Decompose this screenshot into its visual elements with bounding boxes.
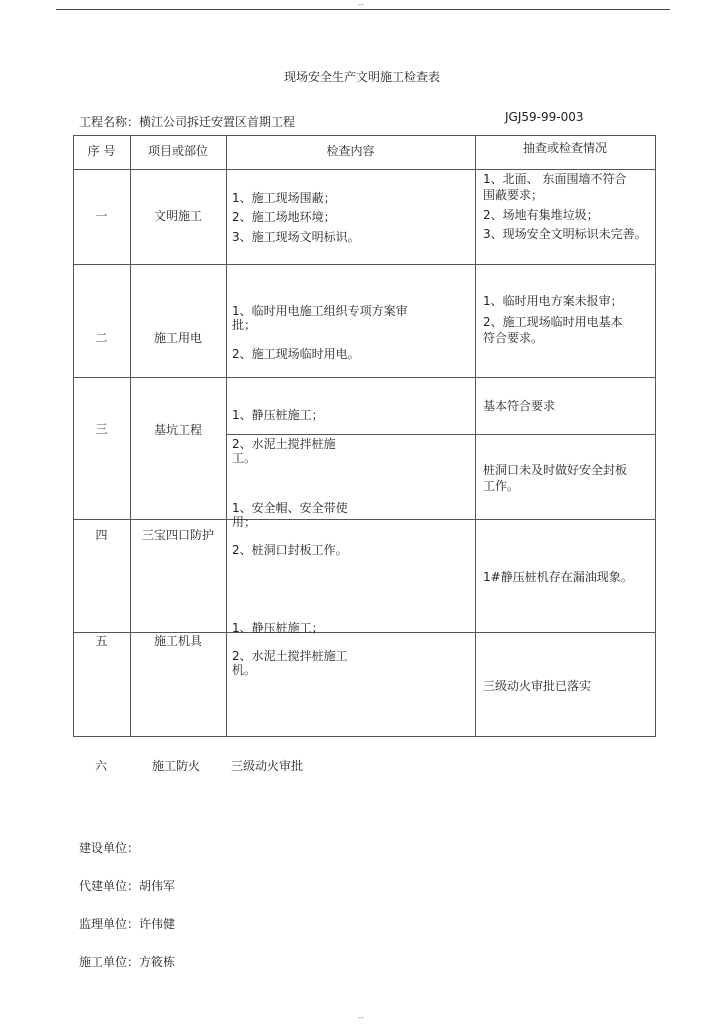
row3-result-b-1: 桩洞口未及时做好安全封板 <box>483 463 628 477</box>
header-no: 序 号 <box>87 144 116 158</box>
row5-content-3: 机。 <box>232 663 257 677</box>
header-rule <box>56 9 670 10</box>
header-item: 项目或部位 <box>147 144 208 158</box>
row4-content-1: 1、安全帽、安全带使 <box>232 501 348 515</box>
row2-content-3: 2、施工现场临时用电。 <box>232 347 360 361</box>
row3-content-1: 1、静压桩施工； <box>232 408 324 422</box>
project-name: 工程名称：横江公司拆迁安置区首期工程 <box>79 115 296 129</box>
row1-content-3: 3、施工现场文明标识。 <box>232 230 360 244</box>
row3-content-3: 工。 <box>232 451 257 465</box>
header-dots: -- <box>358 0 364 9</box>
row3-item: 基坑工程 <box>153 423 202 437</box>
column-divider <box>475 135 476 736</box>
form-code: JGJ59-99-003 <box>505 110 584 124</box>
row3-content-2: 2、水泥土搅拌桩施 <box>232 437 336 451</box>
row5-content-1: 1、静压桩施工； <box>232 621 324 635</box>
row1-result-1: 1、北面、 东面围墙不符合 <box>483 172 627 186</box>
row4-no: 四 <box>95 528 108 542</box>
row4-result: 1#静压桩机存在漏油现象。 <box>483 570 633 584</box>
row4-content-3: 2、桩洞口封板工作。 <box>232 543 348 557</box>
column-divider <box>226 135 227 736</box>
row3-result-a: 基本符合要求 <box>483 399 556 413</box>
row2-result-1: 1、临时用电方案未报审； <box>483 294 623 308</box>
signature-construction: 建设单位： <box>79 841 140 855</box>
row5-no: 五 <box>95 634 108 648</box>
row-divider <box>73 519 656 520</box>
row4-item: 三宝四口防护 <box>141 528 214 542</box>
row5-result: 三级动火审批已落实 <box>483 679 592 693</box>
row6-no: 六 <box>95 759 108 773</box>
row5-item: 施工机具 <box>153 634 202 648</box>
row1-content-1: 1、施工现场围蔽； <box>232 191 336 205</box>
row6-content: 三级动火审批 <box>231 759 304 773</box>
signature-agent: 代建单位：胡伟军 <box>79 879 176 893</box>
row-divider <box>73 377 656 378</box>
row2-no: 二 <box>95 331 108 345</box>
row-divider <box>73 264 656 265</box>
row2-content-1: 1、临时用电施工组织专项方案审 <box>232 304 408 318</box>
signature-builder: 施工单位：方筱栋 <box>79 955 176 969</box>
row6-item: 施工防火 <box>152 759 201 773</box>
table-border-top <box>73 135 656 136</box>
footer-dots: -- <box>358 1013 364 1022</box>
header-result: 抽查或检查情况 <box>522 141 607 155</box>
signature-supervision: 监理单位：许伟健 <box>79 917 176 931</box>
row2-content-2: 批； <box>232 318 257 332</box>
table-border-bottom <box>73 736 656 737</box>
row2-item: 施工用电 <box>153 331 202 345</box>
row4-content-2: 用； <box>232 515 257 529</box>
table-border-right <box>655 135 656 736</box>
row1-result-3: 2、场地有集堆垃圾； <box>483 208 599 222</box>
header-content: 检查内容 <box>326 144 375 158</box>
row3-result-b-2: 工作。 <box>483 479 520 493</box>
row1-content-2: 2、施工场地环境； <box>232 210 336 224</box>
row1-result-2: 围蔽要求； <box>483 188 544 202</box>
row2-result-3: 符合要求。 <box>483 331 544 345</box>
page-title: 现场安全生产文明施工检查表 <box>283 70 440 84</box>
row1-item: 文明施工 <box>153 209 202 223</box>
row1-no: 一 <box>95 209 108 223</box>
row1-result-4: 3、现场安全文明标识未完善。 <box>483 227 647 241</box>
row3-no: 三 <box>95 422 108 436</box>
row2-result-2: 2、施工现场临时用电基本 <box>483 315 623 329</box>
row5-content-2: 2、水泥土搅拌桩施工 <box>232 649 348 663</box>
